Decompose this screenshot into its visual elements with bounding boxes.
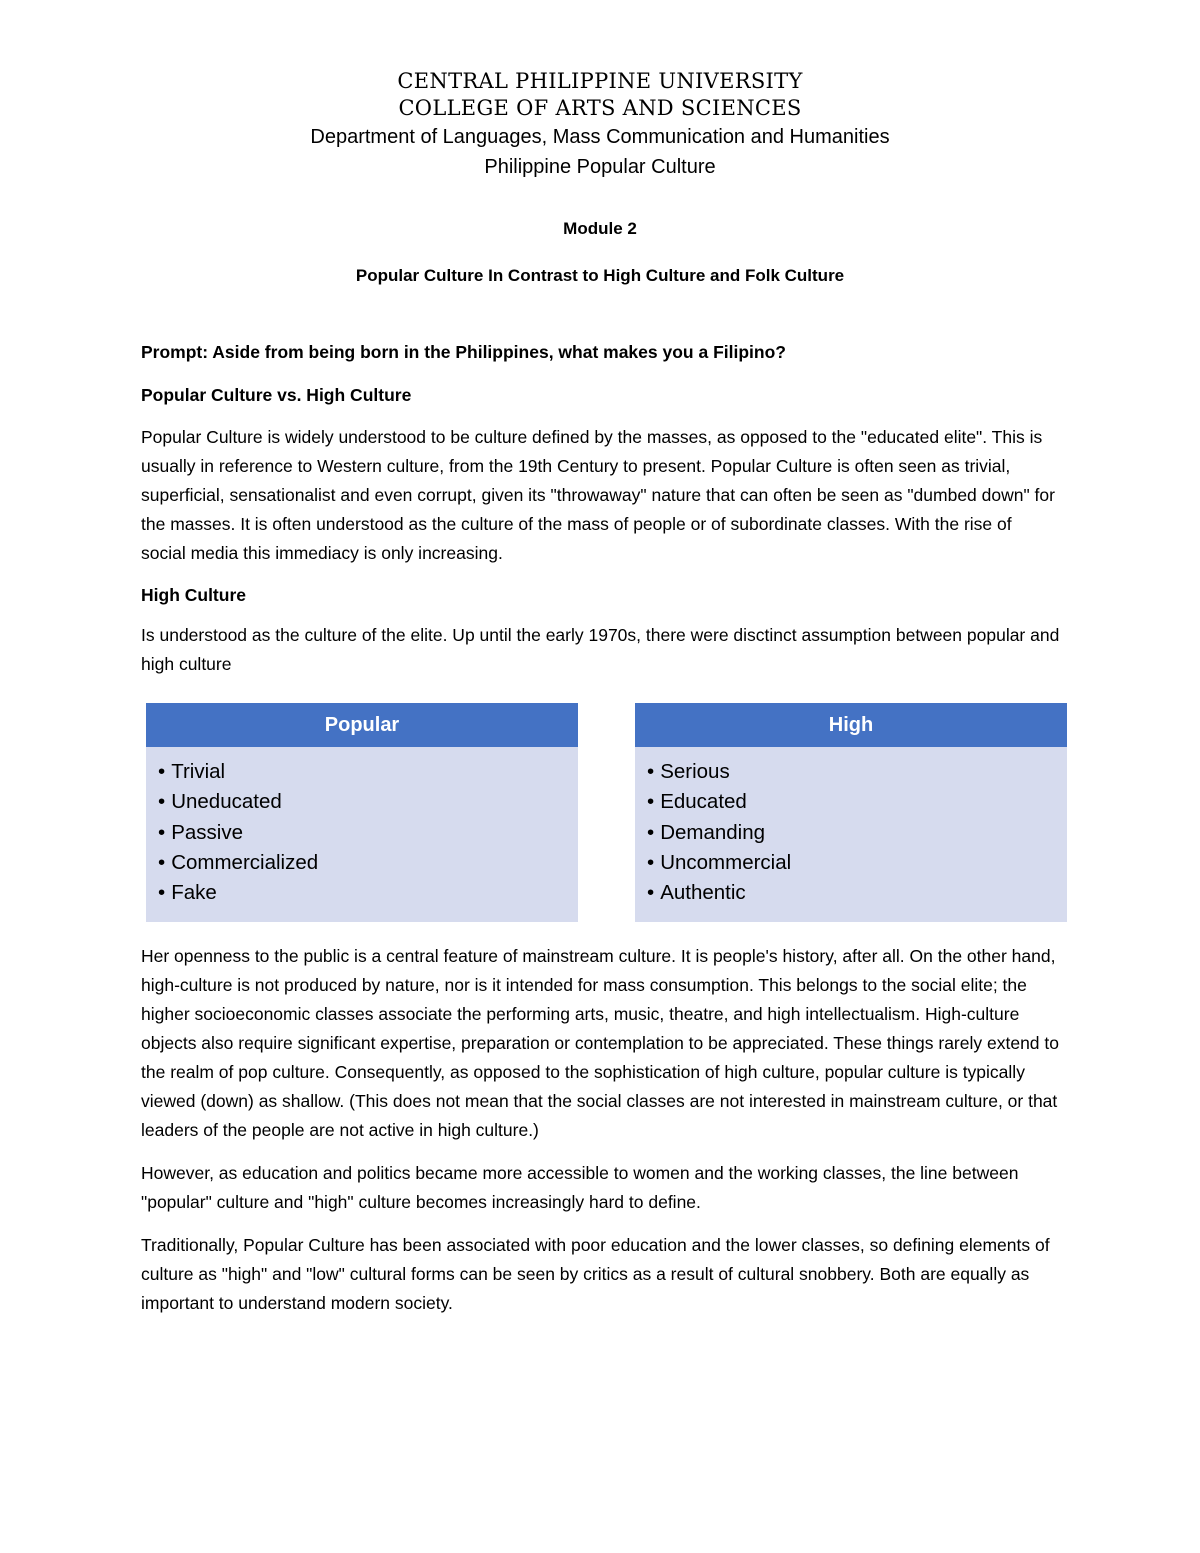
prompt-text: Prompt: Aside from being born in the Philippines, what makes you a Filipino? [141, 342, 786, 362]
popular-box-title: Popular [146, 703, 578, 747]
list-item: • Authentic [647, 878, 1067, 908]
list-item: • Demanding [647, 818, 1067, 848]
body-paragraph: Her openness to the public is a central feature of mainstream culture. It is people's history, after all. On the other hand, high-culture is not produced by nature, nor is it intended for mass consumption. This belongs to the social elite; the higher socioeconomic classes associate the performing arts, music, theatre, and high intellectualism. High-culture objects also require significant expertise, preparation or contemplation to be appreciated. These things rarely extend to the realm of pop culture. Consequently, as opposed to the sophistication of high culture, popular culture is typically viewed (down) as shallow. (This does not mean that the social classes are not interested in mainstream culture, or that leaders of the people are not active in high culture.) [141, 946, 1059, 1140]
college-name: COLLEGE OF ARTS AND SCIENCES [398, 96, 802, 120]
section-paragraph-high: Is understood as the culture of the elite. Up until the early 1970s, there were disctinct assumption between popular and high culture [141, 625, 1060, 674]
module-title: Popular Culture In Contrast to High Culture and Folk Culture [355, 266, 845, 285]
popular-traits-list [146, 747, 578, 922]
university-name: CENTRAL PHILIPPINE UNIVERSITY [397, 69, 803, 93]
high-culture-box [635, 703, 1067, 922]
discussion-section [141, 942, 1061, 1318]
document-header [0, 68, 1200, 287]
section-paragraph-popular: Popular Culture is widely understood to be culture defined by the masses, as opposed to the "educated elite". This is usually in reference to Western culture, from the 19th Century to present. Popular Culture is often seen as trivial, superficial, sensationalist and even corrupt, given its "throwaway" nature that can often be seen as "dumbed down" for the masses. It is often understood as the culture of the mass of people or of subordinate classes. With the rise of social media this immediacy is only increasing. [141, 427, 1055, 563]
list-item: • Educated [647, 787, 1067, 817]
course-name: Philippine Popular Culture [484, 156, 716, 178]
section-heading-popular-vs-high: Popular Culture vs. High Culture [141, 385, 412, 405]
section-heading-high-culture: High Culture [141, 585, 246, 605]
list-item: • Fake [158, 878, 578, 908]
list-item: • Uneducated [158, 787, 578, 817]
list-item: • Commercialized [158, 848, 578, 878]
body-paragraph: Traditionally, Popular Culture has been associated with poor education and the lower classes, so defining elements of culture as "high" and "low" cultural forms can be seen by critics as a result of cultural snobbery. Both are equally as important to understand modern society. [141, 1235, 1050, 1313]
list-item: • Serious [647, 757, 1067, 787]
module-number: Module 2 [563, 219, 637, 238]
high-traits-list [635, 747, 1067, 922]
intro-section [141, 340, 1061, 679]
body-paragraph: However, as education and politics became more accessible to women and the working classes, the line between "popular" culture and "high" culture becomes increasingly hard to define. [141, 1163, 1019, 1212]
popular-culture-box [146, 703, 578, 922]
list-item: • Passive [158, 818, 578, 848]
list-item: • Uncommercial [647, 848, 1067, 878]
high-box-title: High [635, 703, 1067, 747]
department-name: Department of Languages, Mass Communication and Humanities [310, 126, 890, 148]
list-item: • Trivial [158, 757, 578, 787]
